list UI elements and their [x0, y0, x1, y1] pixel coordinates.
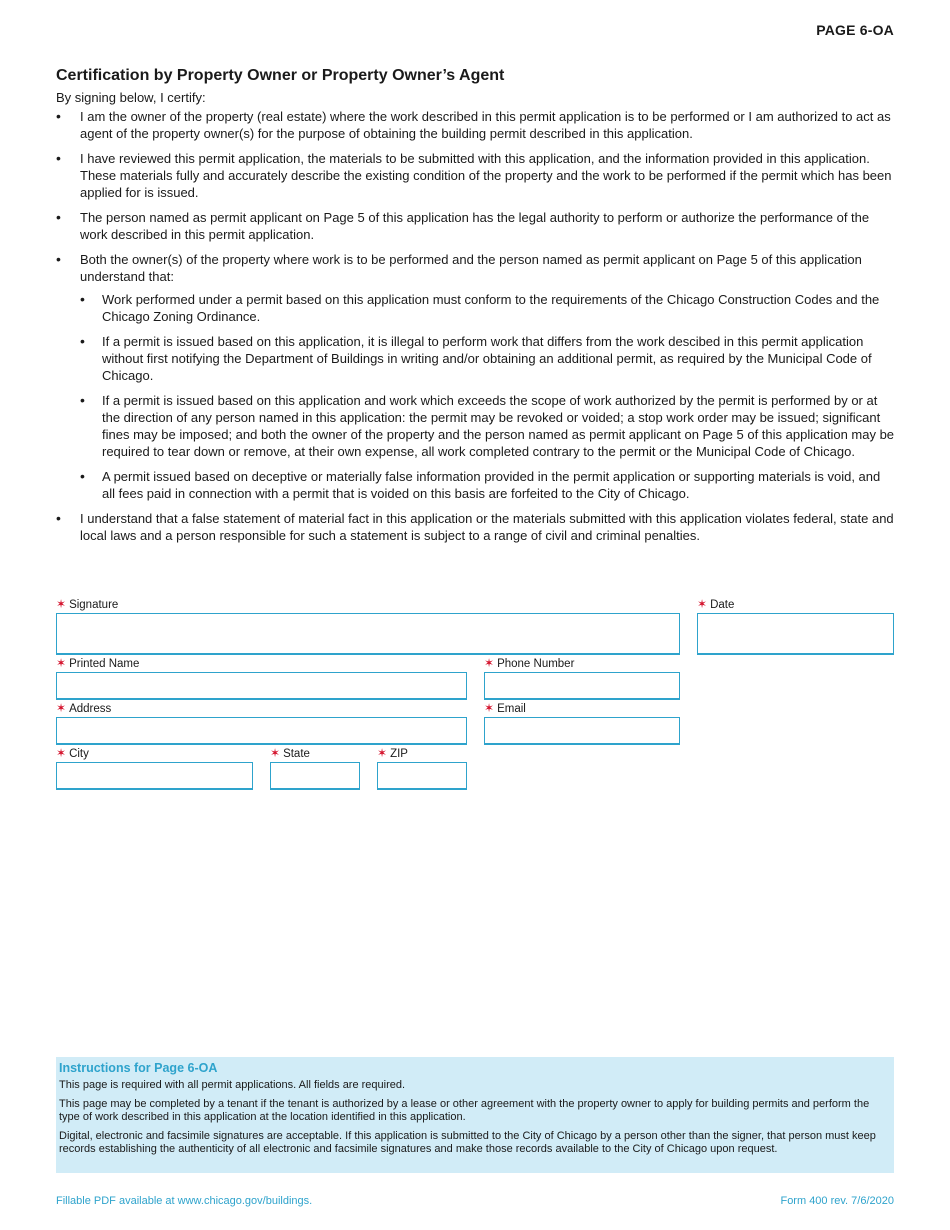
footer-form-revision: Form 400 rev. 7/6/2020 [780, 1195, 894, 1207]
sub-list-item [80, 392, 896, 460]
printed-name-input[interactable] [56, 672, 467, 700]
address-label: ✶ Address [56, 701, 112, 715]
required-icon: ✶ [56, 656, 67, 670]
phone-label: ✶ Phone Number [484, 656, 575, 670]
sub-list-item-text: A permit issued based on deceptive or materially false information provided in the permit application or supporting materials is void, and all fees paid in connection with a permit that is voided on this basis are forfeited to the City of Chicago. [102, 469, 881, 501]
list-item [56, 251, 896, 502]
certification-section [56, 67, 896, 552]
required-icon: ✶ [270, 746, 281, 760]
list-item-text: I have reviewed this permit application, the materials to be submitted with this application, and the information provided in this application. These materials fully and accurately describe the existing condition of the property and the work to be performed if the permit which has been applied for is issued. [80, 151, 892, 200]
state-input[interactable] [270, 762, 360, 790]
printed-name-field [56, 656, 467, 700]
sub-list-item-text: If a permit is issued based on this application and work which exceeds the scope of work authorized by the permit is performed by or at the direction of any person named in this application: the permit may be revoked or voided; a stop work order may be issued; significant fines may be imposed; and both the owner of the property and the person named as permit applicant on Page 5 of this application may be required to tear down or remove, at their own expense, all work completed contrary to the permit or the Municipal Code of Chicago. [102, 393, 895, 459]
instructions-title: Instructions for Page 6-OA [59, 1061, 218, 1075]
signature-input[interactable] [56, 613, 680, 655]
list-item [56, 209, 896, 243]
address-input[interactable] [56, 717, 467, 745]
address-field [56, 701, 467, 745]
signature-field [56, 597, 680, 655]
required-icon: ✶ [484, 656, 495, 670]
required-icon: ✶ [697, 597, 708, 611]
zip-field [377, 746, 467, 790]
instructions-paragraph: This page is required with all permit applications. All fields are required. [59, 1079, 406, 1091]
instructions-paragraph: This page may be completed by a tenant if the tenant is authorized by a lease or other agreement with the property owner to apply for building permits and perform the type of work described in this application at the location identified in this application. [59, 1097, 870, 1123]
zip-label: ✶ ZIP [377, 746, 408, 760]
date-field [697, 597, 894, 655]
state-field [270, 746, 360, 790]
email-label: ✶ Email [484, 701, 526, 715]
sub-list-item [80, 468, 896, 502]
printed-name-label: ✶ Printed Name [56, 656, 140, 670]
city-field [56, 746, 253, 790]
list-item [56, 150, 896, 201]
phone-input[interactable] [484, 672, 680, 700]
page-number: PAGE 6-OA [816, 22, 894, 38]
required-icon: ✶ [56, 701, 67, 715]
sub-list-item [80, 333, 896, 384]
date-input[interactable] [697, 613, 894, 655]
instructions-paragraph: Digital, electronic and facsimile signatures are acceptable. If this application is submitted to the City of Chicago by a person other than the signer, that person must keep records establishing the authenticity of all electronic and facsimile signatures and make those records available to the City of Chicago upon request. [59, 1129, 876, 1155]
list-item-text: I am the owner of the property (real estate) where the work described in this permit application is to be performed or I am authorized to act as agent of the property owner(s) for the purpose of obtaining the building permit described in this application. [80, 109, 891, 141]
required-icon: ✶ [377, 746, 388, 760]
list-item-text: Both the owner(s) of the property where work is to be performed and the person named as permit applicant on Page 5 of this application understand that: [80, 252, 862, 284]
phone-field [484, 656, 680, 700]
date-label: ✶ Date [697, 597, 735, 611]
list-item-text: I understand that a false statement of material fact in this application or the materials submitted with this application violates federal, state and local laws and a person responsible for such a statement is subject to a range of civil and criminal penalties. [80, 511, 894, 543]
page-title: Certification by Property Owner or Property Owner’s Agent [56, 67, 505, 84]
list-item [56, 108, 896, 142]
instructions-box [56, 1057, 894, 1173]
zip-input[interactable] [377, 762, 467, 790]
intro-text: By signing below, I certify: [56, 90, 206, 105]
required-icon: ✶ [484, 701, 495, 715]
email-input[interactable] [484, 717, 680, 745]
list-item [56, 510, 896, 544]
required-icon: ✶ [56, 746, 67, 760]
state-label: ✶ State [270, 746, 310, 760]
sub-list [80, 291, 896, 502]
required-icon: ✶ [56, 597, 67, 611]
email-field [484, 701, 680, 745]
city-input[interactable] [56, 762, 253, 790]
signature-label: ✶ Signature [56, 597, 119, 611]
sub-list-item [80, 291, 896, 325]
footer-pdf-link[interactable]: Fillable PDF available at www.chicago.gov/buildings. [56, 1195, 313, 1207]
certification-list [56, 108, 896, 544]
list-item-text: The person named as permit applicant on Page 5 of this application has the legal authority to perform or authorize the performance of the work described in this permit application. [80, 210, 870, 242]
sub-list-item-text: If a permit is issued based on this application, it is illegal to perform work that differs from the work descibed in this permit application without first notifying the Department of Buildings in writing and/or obtaining an additional permit, as required by the Municipal Code of Chicago. [102, 334, 872, 383]
city-label: ✶ City [56, 746, 89, 760]
sub-list-item-text: Work performed under a permit based on this application must conform to the requirements of the Chicago Construction Codes and the Chicago Zoning Ordinance. [102, 292, 880, 324]
